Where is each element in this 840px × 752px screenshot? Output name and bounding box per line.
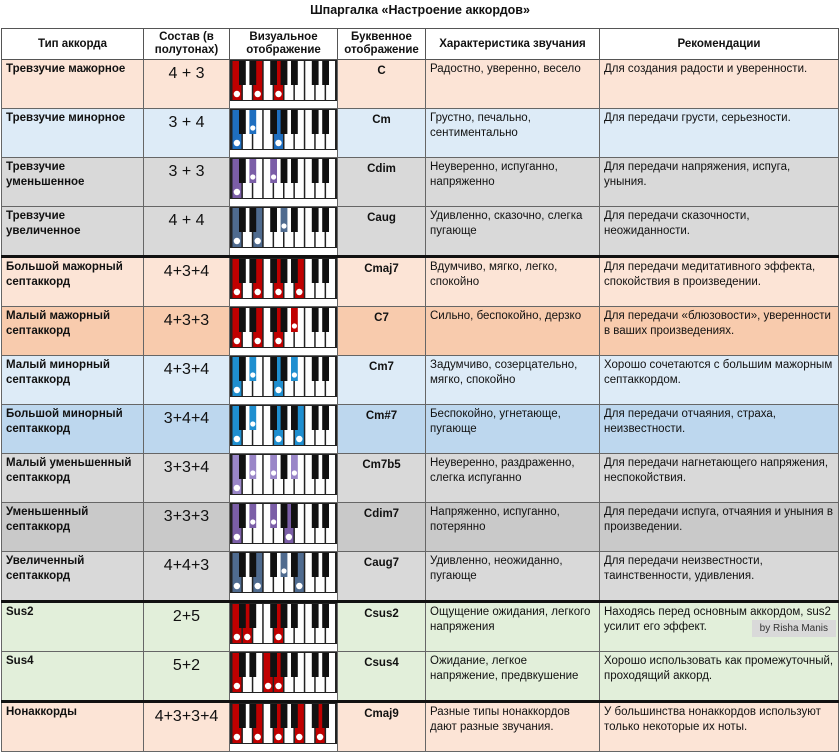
page-title: Шпаргалка «Настроение аккордов» (0, 3, 840, 17)
note-marker (275, 634, 281, 640)
piano-keyboard (230, 307, 338, 348)
note-marker (234, 683, 240, 689)
note-marker (250, 174, 255, 179)
character-cell: Разные типы нонаккордов дают разные звучания. (426, 702, 600, 752)
note-marker (265, 683, 271, 689)
black-key (322, 604, 329, 628)
composition-cell: 4+3+3 (144, 307, 230, 356)
composition-cell: 4+3+4 (144, 257, 230, 307)
character-cell: Вдумчиво, мягко, легко, спокойно (426, 257, 600, 307)
note-marker (234, 436, 240, 442)
letter-cell: Csus2 (338, 602, 426, 652)
note-marker (255, 583, 261, 589)
composition-cell: 2+5 (144, 602, 230, 652)
keyboard-cell (230, 454, 338, 503)
black-key (239, 110, 246, 134)
note-marker (234, 140, 240, 146)
chord-row (2, 60, 839, 109)
chord-type-cell: Тревзучие уменьшенное (2, 158, 144, 207)
character-cell: Сильно, беспокойно, дерзко (426, 307, 600, 356)
black-key (322, 406, 329, 430)
note-marker (250, 421, 255, 426)
black-key (281, 308, 288, 332)
black-key (239, 208, 246, 232)
keyboard-cell (230, 158, 338, 207)
note-marker (255, 289, 261, 295)
note-marker (250, 372, 255, 377)
letter-cell: C7 (338, 307, 426, 356)
black-key (312, 159, 319, 183)
character-cell: Ощущение ожидания, легкого напряжения (426, 602, 600, 652)
composition-cell: 4 + 3 (144, 60, 230, 109)
keyboard-cell (230, 307, 338, 356)
composition-cell: 4+3+4 (144, 356, 230, 405)
black-key (270, 61, 277, 85)
chord-row (2, 109, 839, 158)
black-key (281, 357, 288, 381)
black-key (270, 308, 277, 332)
black-key (291, 704, 298, 728)
black-key (239, 357, 246, 381)
note-marker (275, 338, 281, 344)
composition-cell: 3+3+4 (144, 454, 230, 503)
chord-type-cell: Малый минорный септаккорд (2, 356, 144, 405)
black-key (281, 604, 288, 628)
letter-cell: Caug7 (338, 552, 426, 602)
black-key (322, 259, 329, 283)
black-key (312, 357, 319, 381)
black-key (270, 259, 277, 283)
note-marker (234, 338, 240, 344)
black-key (249, 604, 256, 628)
black-key (239, 308, 246, 332)
black-key (239, 553, 246, 577)
black-key (322, 455, 329, 479)
composition-cell: 4+4+3 (144, 552, 230, 602)
black-key (322, 653, 329, 677)
recommendation-cell: Для передачи испуга, отчаяния и уныния в произведении. (600, 503, 839, 552)
header-composition: Состав (в полутонах) (144, 29, 230, 60)
piano-keyboard (230, 652, 338, 693)
black-key (249, 61, 256, 85)
chord-type-cell: Малый мажорный септаккорд (2, 307, 144, 356)
credit-label: by Risha Manis (752, 620, 836, 637)
character-cell: Задумчиво, созерцательно, мягко, спокойно (426, 356, 600, 405)
note-marker (255, 238, 261, 244)
keyboard-cell (230, 503, 338, 552)
character-cell: Грустно, печально, сентиментально (426, 109, 600, 158)
black-key (249, 553, 256, 577)
keyboard-cell (230, 356, 338, 405)
chord-row (2, 307, 839, 356)
note-marker (250, 125, 255, 130)
chord-row (2, 652, 839, 702)
black-key (322, 110, 329, 134)
header-visual: Визуальное отображение (230, 29, 338, 60)
black-key (291, 159, 298, 183)
black-key (312, 61, 319, 85)
black-key (249, 704, 256, 728)
black-key (291, 110, 298, 134)
piano-keyboard (230, 356, 338, 397)
chord-row (2, 405, 839, 454)
chord-type-cell: Тревзучие мажорное (2, 60, 144, 109)
note-marker (296, 583, 302, 589)
composition-cell: 4 + 4 (144, 207, 230, 257)
black-key (312, 110, 319, 134)
chord-row (2, 454, 839, 503)
black-key (291, 653, 298, 677)
chord-type-cell: Тревзучие увеличенное (2, 207, 144, 257)
black-key (322, 504, 329, 528)
black-key (239, 259, 246, 283)
piano-keyboard (230, 503, 338, 544)
recommendation-cell: Для передачи нагнетающего напряжения, неспокойствия. (600, 454, 839, 503)
note-marker (234, 387, 240, 393)
chord-row (2, 207, 839, 257)
black-key (270, 704, 277, 728)
black-key (312, 455, 319, 479)
black-key (312, 604, 319, 628)
letter-cell: Cmaj9 (338, 702, 426, 752)
recommendation-cell: Для передачи медитативного эффекта, спокойствия в произведении. (600, 257, 839, 307)
note-marker (234, 485, 240, 491)
keyboard-cell (230, 552, 338, 602)
character-cell: Напряженно, испуганно, потерянно (426, 503, 600, 552)
black-key (249, 308, 256, 332)
chord-row (2, 158, 839, 207)
black-key (281, 61, 288, 85)
note-marker (281, 568, 286, 573)
note-marker (292, 470, 297, 475)
piano-keyboard (230, 552, 338, 593)
note-marker (275, 140, 281, 146)
note-marker (234, 534, 240, 540)
note-marker (281, 223, 286, 228)
chord-row (2, 602, 839, 652)
chord-row (2, 552, 839, 602)
chord-type-cell: Нонаккорды (2, 702, 144, 752)
piano-keyboard (230, 158, 338, 199)
piano-keyboard (230, 703, 338, 744)
header-letter: Буквенное отображение (338, 29, 426, 60)
note-marker (234, 634, 240, 640)
letter-cell: Cmaj7 (338, 257, 426, 307)
recommendation-cell: Находясь перед основным аккордом, sus2 усилит его эффект. (600, 602, 839, 652)
recommendation-cell: Для передачи неизвестности, таинственности, удивления. (600, 552, 839, 602)
keyboard-cell (230, 702, 338, 752)
black-key (322, 308, 329, 332)
black-key (239, 406, 246, 430)
chord-type-cell: Тревзучие минорное (2, 109, 144, 158)
black-key (281, 455, 288, 479)
recommendation-cell: Для передачи сказочности, неожиданности. (600, 207, 839, 257)
black-key (322, 553, 329, 577)
note-marker (234, 289, 240, 295)
keyboard-cell (230, 405, 338, 454)
recommendation-cell: Хорошо сочетаются с большим мажорным септаккордом. (600, 356, 839, 405)
note-marker (255, 91, 261, 97)
recommendation-cell: У большинства нонаккордов используют только некоторые их ноты. (600, 702, 839, 752)
note-marker (292, 323, 297, 328)
note-marker (296, 289, 302, 295)
note-marker (250, 519, 255, 524)
keyboard-cell (230, 207, 338, 257)
black-key (239, 704, 246, 728)
piano-keyboard (230, 258, 338, 299)
chord-type-cell: Sus2 (2, 602, 144, 652)
black-key (270, 406, 277, 430)
black-key (312, 406, 319, 430)
black-key (291, 208, 298, 232)
header-character: Характеристика звучания (426, 29, 600, 60)
recommendation-cell: Для передачи грусти, серьезности. (600, 109, 839, 158)
composition-cell: 3+4+4 (144, 405, 230, 454)
note-marker (275, 289, 281, 295)
black-key (312, 553, 319, 577)
chord-type-cell: Уменьшенный септаккорд (2, 503, 144, 552)
recommendation-cell: Для создания радости и уверенности. (600, 60, 839, 109)
black-key (312, 259, 319, 283)
black-key (239, 653, 246, 677)
chord-table (1, 28, 839, 752)
keyboard-cell (230, 257, 338, 307)
black-key (312, 308, 319, 332)
note-marker (275, 387, 281, 393)
note-marker (296, 734, 302, 740)
letter-cell: Cdim7 (338, 503, 426, 552)
piano-keyboard (230, 207, 338, 248)
note-marker (286, 534, 292, 540)
keyboard-cell (230, 602, 338, 652)
black-key (239, 159, 246, 183)
black-key (322, 704, 329, 728)
black-key (291, 604, 298, 628)
composition-cell: 3 + 4 (144, 109, 230, 158)
note-marker (271, 519, 276, 524)
black-key (322, 159, 329, 183)
piano-keyboard (230, 603, 338, 644)
letter-cell: Csus4 (338, 652, 426, 702)
chord-type-cell: Sus4 (2, 652, 144, 702)
keyboard-cell (230, 109, 338, 158)
black-key (291, 61, 298, 85)
black-key (281, 406, 288, 430)
black-key (239, 455, 246, 479)
note-marker (296, 436, 302, 442)
piano-keyboard (230, 405, 338, 446)
piano-keyboard (230, 60, 338, 101)
black-key (312, 653, 319, 677)
black-key (281, 504, 288, 528)
letter-cell: Cm (338, 109, 426, 158)
letter-cell: C (338, 60, 426, 109)
black-key (322, 208, 329, 232)
keyboard-cell (230, 60, 338, 109)
composition-cell: 3+3+3 (144, 503, 230, 552)
header-row (2, 29, 839, 60)
piano-keyboard (230, 454, 338, 495)
black-key (239, 61, 246, 85)
chord-row (2, 257, 839, 307)
black-key (270, 110, 277, 134)
recommendation-cell: Для передачи «блюзовости», уверенности в ваших произведениях. (600, 307, 839, 356)
recommendation-cell: Для передачи напряжения, испуга, уныния. (600, 158, 839, 207)
note-marker (234, 91, 240, 97)
note-marker (275, 91, 281, 97)
chord-type-cell: Большой мажорный септаккорд (2, 257, 144, 307)
black-key (239, 604, 246, 628)
note-marker (234, 238, 240, 244)
character-cell: Беспокойно, угнетающе, пугающе (426, 405, 600, 454)
note-marker (275, 734, 281, 740)
composition-cell: 3 + 3 (144, 158, 230, 207)
black-key (312, 704, 319, 728)
black-key (291, 504, 298, 528)
black-key (291, 553, 298, 577)
note-marker (234, 583, 240, 589)
black-key (249, 653, 256, 677)
character-cell: Ожидание, легкое напряжение, предвкушение (426, 652, 600, 702)
character-cell: Неуверенно, раздраженно, слегка испуганно (426, 454, 600, 503)
note-marker (234, 734, 240, 740)
note-marker (271, 470, 276, 475)
black-key (281, 159, 288, 183)
chord-row (2, 702, 839, 752)
black-key (312, 504, 319, 528)
chord-row (2, 503, 839, 552)
chord-type-cell: Большой минорный септаккорд (2, 405, 144, 454)
letter-cell: Cm#7 (338, 405, 426, 454)
black-key (291, 406, 298, 430)
note-marker (255, 734, 261, 740)
black-key (291, 259, 298, 283)
black-key (281, 653, 288, 677)
black-key (249, 259, 256, 283)
black-key (281, 259, 288, 283)
character-cell: Неуверенно, испуганно, напряженно (426, 158, 600, 207)
black-key (270, 553, 277, 577)
black-key (270, 604, 277, 628)
black-key (270, 357, 277, 381)
chord-row (2, 356, 839, 405)
keyboard-cell (230, 652, 338, 702)
character-cell: Удивленно, неожиданно, пугающе (426, 552, 600, 602)
header-recommendation: Рекомендации (600, 29, 839, 60)
note-marker (250, 470, 255, 475)
letter-cell: Caug (338, 207, 426, 257)
black-key (312, 208, 319, 232)
letter-cell: Cm7b5 (338, 454, 426, 503)
character-cell: Удивленно, сказочно, слегка пугающе (426, 207, 600, 257)
note-marker (275, 683, 281, 689)
chord-type-cell: Увеличенный септаккорд (2, 552, 144, 602)
letter-cell: Cm7 (338, 356, 426, 405)
black-key (239, 504, 246, 528)
piano-keyboard (230, 109, 338, 150)
note-marker (244, 634, 250, 640)
header-chord-type: Тип аккорда (2, 29, 144, 60)
black-key (270, 208, 277, 232)
composition-cell: 4+3+3+4 (144, 702, 230, 752)
note-marker (275, 436, 281, 442)
note-marker (292, 372, 297, 377)
note-marker (271, 174, 276, 179)
black-key (249, 208, 256, 232)
recommendation-cell: Для передачи отчаяния, страха, неизвестности. (600, 405, 839, 454)
note-marker (234, 189, 240, 195)
note-marker (255, 338, 261, 344)
chord-type-cell: Малый уменьшенный септаккорд (2, 454, 144, 503)
composition-cell: 5+2 (144, 652, 230, 702)
letter-cell: Cdim (338, 158, 426, 207)
black-key (322, 357, 329, 381)
black-key (270, 653, 277, 677)
recommendation-cell: Хорошо использовать как промежуточный, проходящий аккорд. (600, 652, 839, 702)
note-marker (317, 734, 323, 740)
black-key (281, 110, 288, 134)
black-key (281, 704, 288, 728)
character-cell: Радостно, уверенно, весело (426, 60, 600, 109)
black-key (322, 61, 329, 85)
